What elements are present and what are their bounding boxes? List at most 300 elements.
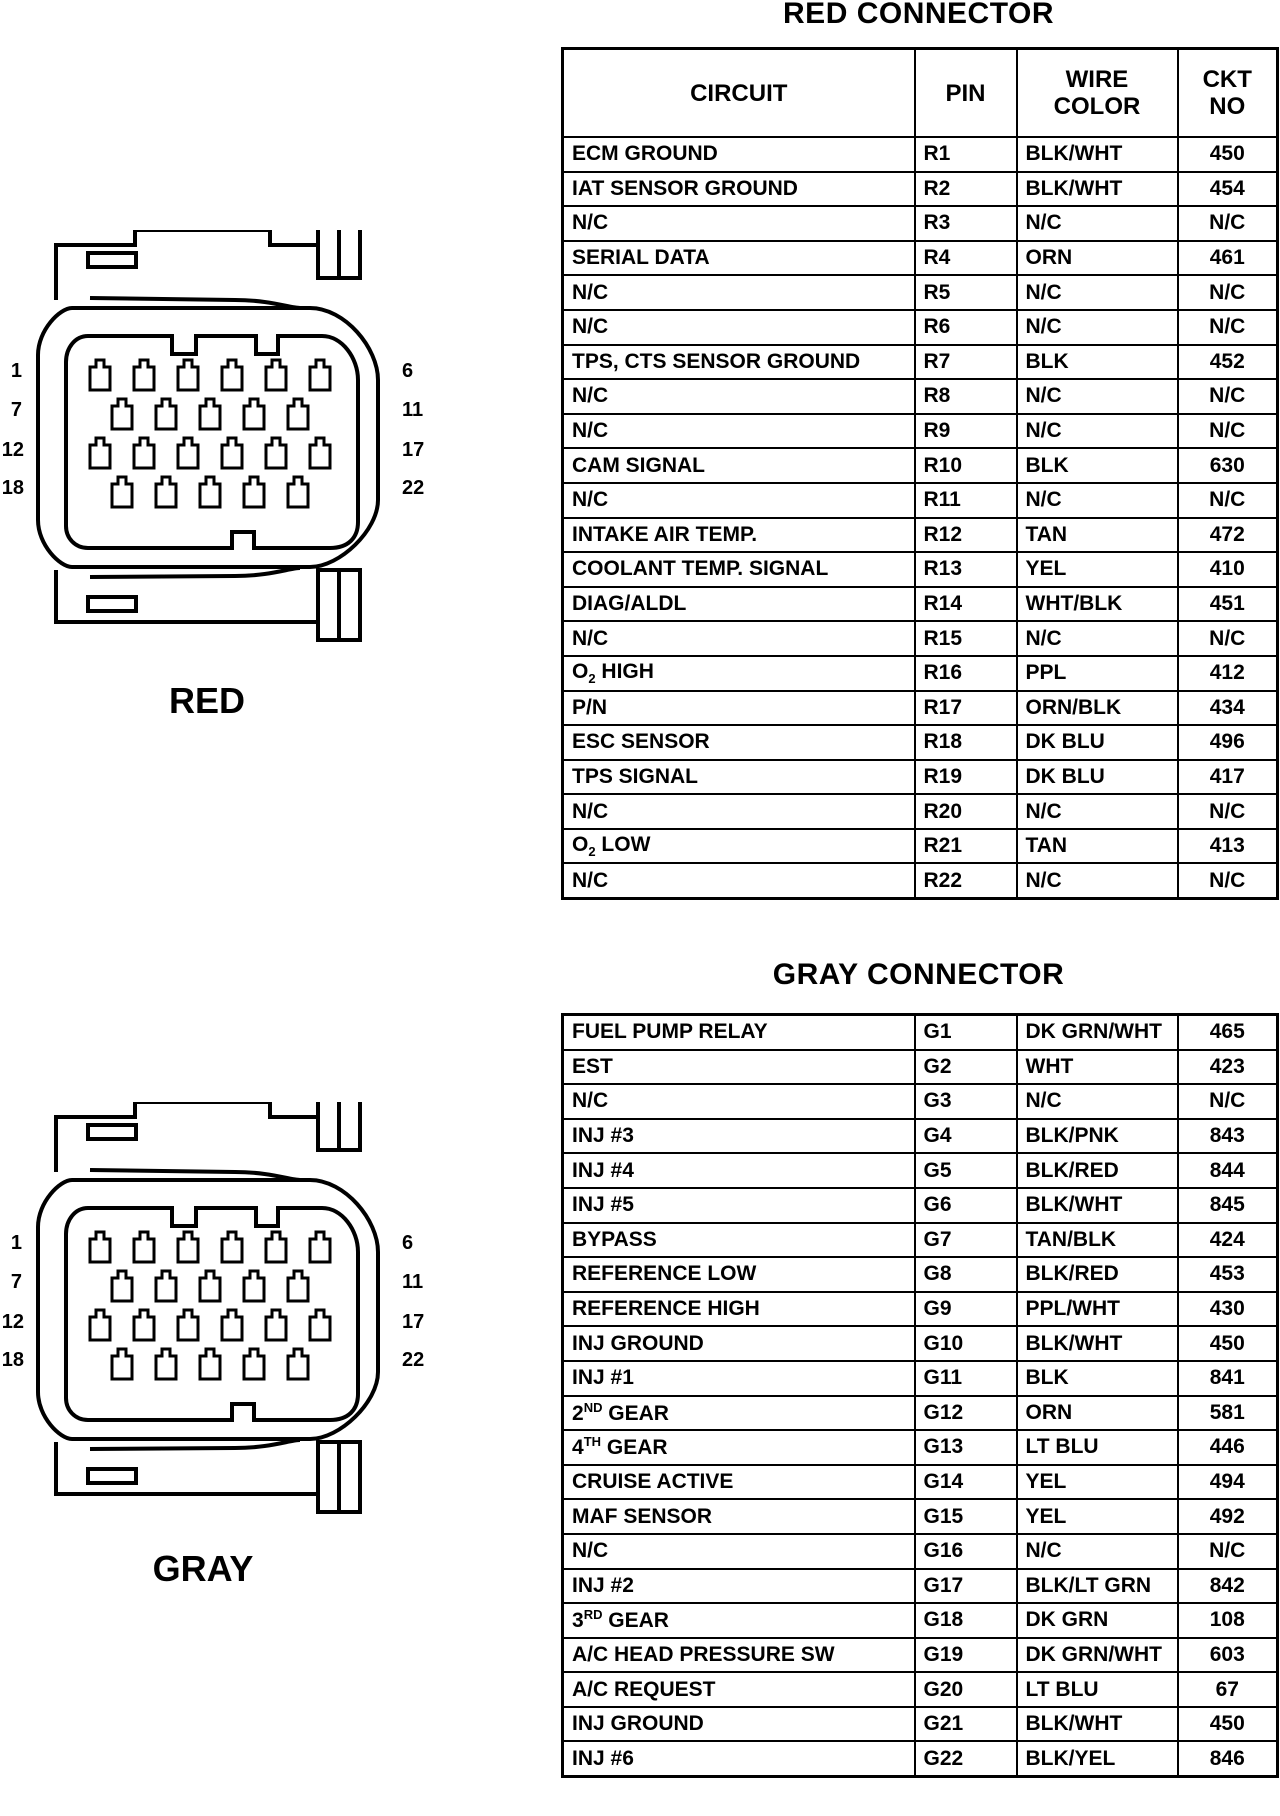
body-outer — [38, 1180, 378, 1439]
pin-cell: G11 — [915, 1361, 1017, 1396]
table-row — [563, 760, 1278, 795]
wire-color-cell: TAN — [1017, 829, 1178, 864]
pin-number-right: 6 — [402, 1232, 414, 1254]
circuit-cell: INJ #2 — [563, 1569, 915, 1604]
table-row — [563, 587, 1278, 622]
pin-socket — [244, 1349, 264, 1379]
pin-socket — [200, 477, 220, 507]
pin-socket — [266, 1232, 286, 1262]
side-rib-top-2 — [339, 1102, 360, 1150]
ckt-no-cell: 108 — [1178, 1603, 1278, 1638]
ckt-no-cell: 446 — [1178, 1430, 1278, 1465]
ckt-no-cell: 472 — [1178, 518, 1278, 553]
table-row — [563, 725, 1278, 760]
circuit-cell: MAF SENSOR — [563, 1499, 915, 1534]
wire-color-cell: DK GRN — [1017, 1603, 1178, 1638]
pin-cell: R21 — [915, 829, 1017, 864]
pin-socket — [288, 477, 308, 507]
wire-color-cell: TAN — [1017, 518, 1178, 553]
table-row — [563, 1603, 1278, 1638]
ckt-no-cell: 630 — [1178, 448, 1278, 483]
pin-cell: G13 — [915, 1430, 1017, 1465]
circuit-cell: IAT SENSOR GROUND — [563, 172, 915, 207]
table-row — [563, 1534, 1278, 1569]
pin-socket — [156, 477, 176, 507]
ckt-no-cell: 417 — [1178, 760, 1278, 795]
ckt-no-cell: N/C — [1178, 379, 1278, 414]
ckt-no-cell: 430 — [1178, 1292, 1278, 1327]
pin-cell: G15 — [915, 1499, 1017, 1534]
wire-color-cell: BLK/YEL — [1017, 1741, 1178, 1776]
circuit-cell: ECM GROUND — [563, 137, 915, 172]
side-rib-top-1 — [318, 230, 339, 278]
wire-color-cell: N/C — [1017, 483, 1178, 518]
circuit-cell: TPS, CTS SENSOR GROUND — [563, 345, 915, 380]
circuit-cell: FUEL PUMP RELAY — [563, 1015, 915, 1050]
circuit-cell: N/C — [563, 275, 915, 310]
table-row — [563, 1361, 1278, 1396]
pin-socket — [310, 1310, 330, 1340]
pin-cell: R2 — [915, 172, 1017, 207]
circuit-cell: N/C — [563, 621, 915, 656]
red-connector-table — [561, 47, 1279, 900]
pin-socket — [112, 1271, 132, 1301]
header-circuit: CIRCUIT — [563, 49, 915, 138]
pin-cell: G9 — [915, 1292, 1017, 1327]
circuit-cell: 3RD GEAR — [563, 1603, 915, 1638]
ckt-no-cell: 842 — [1178, 1569, 1278, 1604]
table-row — [563, 829, 1278, 864]
wire-color-cell: BLK/RED — [1017, 1257, 1178, 1292]
wire-color-cell: ORN/BLK — [1017, 691, 1178, 726]
red-connector-title: RED CONNECTOR — [783, 0, 1054, 30]
pin-cell: R10 — [915, 448, 1017, 483]
circuit-cell: INJ #5 — [563, 1188, 915, 1223]
ckt-no-cell: N/C — [1178, 414, 1278, 449]
circuit-cell: N/C — [563, 1534, 915, 1569]
latch-bottom — [88, 1469, 136, 1483]
pin-socket — [222, 1232, 242, 1262]
pin-socket — [200, 399, 220, 429]
ckt-no-cell: N/C — [1178, 310, 1278, 345]
pin-cell: R11 — [915, 483, 1017, 518]
table-row — [563, 1465, 1278, 1500]
pin-socket — [222, 360, 242, 390]
ckt-no-cell: 451 — [1178, 587, 1278, 622]
pin-number-right: 22 — [402, 477, 425, 499]
table-row — [563, 1119, 1278, 1154]
circuit-cell: A/C HEAD PRESSURE SW — [563, 1638, 915, 1673]
pin-number-left: 12 — [1, 1311, 24, 1333]
circuit-cell: 4TH GEAR — [563, 1430, 915, 1465]
pin-socket — [200, 1349, 220, 1379]
circuit-cell: N/C — [563, 794, 915, 829]
pin-number-left: 18 — [1, 477, 24, 499]
circuit-cell: P/N — [563, 691, 915, 726]
pin-socket — [288, 399, 308, 429]
circuit-cell: INJ GROUND — [563, 1326, 915, 1361]
gray-connector-diagram — [0, 1102, 430, 1542]
side-rib-top-2 — [339, 230, 360, 278]
wire-color-cell: N/C — [1017, 206, 1178, 241]
table-row — [563, 691, 1278, 726]
circuit-cell: INJ GROUND — [563, 1707, 915, 1742]
table-row — [563, 1326, 1278, 1361]
pin-socket — [90, 438, 110, 468]
ckt-no-cell: 450 — [1178, 1326, 1278, 1361]
latch-bottom — [88, 597, 136, 611]
table-row — [563, 1707, 1278, 1742]
pin-number-right: 17 — [402, 439, 425, 461]
table-row — [563, 310, 1278, 345]
pin-socket — [266, 360, 286, 390]
circuit-cell: INJ #6 — [563, 1741, 915, 1776]
ckt-no-cell: N/C — [1178, 483, 1278, 518]
pin-cell: R16 — [915, 656, 1017, 691]
wire-color-cell: BLK/WHT — [1017, 1326, 1178, 1361]
pin-socket — [134, 1232, 154, 1262]
body-bottom-bevel — [90, 568, 300, 577]
pin-cell: G8 — [915, 1257, 1017, 1292]
wire-color-cell: BLK — [1017, 1361, 1178, 1396]
gray-connector-label: GRAY — [152, 1548, 254, 1589]
wire-color-cell: BLK — [1017, 345, 1178, 380]
ckt-no-cell: 843 — [1178, 1119, 1278, 1154]
pin-socket — [288, 1271, 308, 1301]
circuit-cell: $O_2$ HIGH — [563, 656, 915, 691]
ckt-no-cell: 67 — [1178, 1672, 1278, 1707]
wire-color-cell: TAN/BLK — [1017, 1223, 1178, 1258]
pin-cell: R9 — [915, 414, 1017, 449]
table-row — [563, 794, 1278, 829]
gray-connector-title: GRAY CONNECTOR — [772, 958, 1065, 991]
table-row — [563, 379, 1278, 414]
wire-color-cell: DK BLU — [1017, 760, 1178, 795]
ckt-no-cell: 453 — [1178, 1257, 1278, 1292]
wire-color-cell: PPL — [1017, 656, 1178, 691]
table-row — [563, 1050, 1278, 1085]
header-pin: PIN — [915, 49, 1017, 138]
pin-cell: R17 — [915, 691, 1017, 726]
pin-cell: G17 — [915, 1569, 1017, 1604]
wire-color-cell: N/C — [1017, 1084, 1178, 1119]
pin-cell: G22 — [915, 1741, 1017, 1776]
pin-socket — [310, 438, 330, 468]
latch-top — [88, 253, 136, 267]
pin-number-right: 6 — [402, 360, 414, 382]
table-row — [563, 621, 1278, 656]
pin-cell: G10 — [915, 1326, 1017, 1361]
pin-socket — [200, 1271, 220, 1301]
pin-socket — [90, 360, 110, 390]
wire-color-cell: N/C — [1017, 275, 1178, 310]
circuit-cell: N/C — [563, 379, 915, 414]
wire-color-cell: PPL/WHT — [1017, 1292, 1178, 1327]
side-rib-top-1 — [318, 1102, 339, 1150]
red-connector-diagram — [0, 230, 430, 670]
pin-cell: R18 — [915, 725, 1017, 760]
header-wire-color: WIRE COLOR — [1017, 49, 1178, 138]
pin-number-right: 22 — [402, 1349, 425, 1371]
table-row — [563, 1569, 1278, 1604]
wire-color-cell: N/C — [1017, 414, 1178, 449]
pin-cell: G19 — [915, 1638, 1017, 1673]
pin-number-left: 7 — [10, 1271, 22, 1293]
ckt-no-cell: 461 — [1178, 241, 1278, 276]
circuit-cell: CAM SIGNAL — [563, 448, 915, 483]
ckt-no-cell: 845 — [1178, 1188, 1278, 1223]
ckt-no-cell: 412 — [1178, 656, 1278, 691]
table-row — [563, 137, 1278, 172]
pin-socket — [134, 438, 154, 468]
circuit-cell: INTAKE AIR TEMP. — [563, 518, 915, 553]
circuit-cell: A/C REQUEST — [563, 1672, 915, 1707]
table-row — [563, 518, 1278, 553]
table-row — [563, 1223, 1278, 1258]
circuit-cell: 2ND GEAR — [563, 1396, 915, 1431]
ckt-no-cell: 450 — [1178, 1707, 1278, 1742]
ckt-no-cell: 494 — [1178, 1465, 1278, 1500]
table-row — [563, 414, 1278, 449]
wire-color-cell: LT BLU — [1017, 1672, 1178, 1707]
table-row — [563, 1396, 1278, 1431]
table-row — [563, 1292, 1278, 1327]
wire-color-cell: N/C — [1017, 621, 1178, 656]
pin-number-left: 1 — [10, 360, 22, 382]
pin-socket — [178, 1310, 198, 1340]
circuit-cell: TPS SIGNAL — [563, 760, 915, 795]
ckt-no-cell: 841 — [1178, 1361, 1278, 1396]
pin-socket — [266, 1310, 286, 1340]
pin-socket — [244, 477, 264, 507]
ckt-no-cell: 424 — [1178, 1223, 1278, 1258]
body-outer — [38, 308, 378, 567]
table-row — [563, 483, 1278, 518]
ckt-no-cell: 410 — [1178, 552, 1278, 587]
table-row — [563, 1084, 1278, 1119]
pin-cell: R20 — [915, 794, 1017, 829]
table-row — [563, 1672, 1278, 1707]
circuit-cell: INJ #4 — [563, 1153, 915, 1188]
table-row — [563, 275, 1278, 310]
ckt-no-cell: 492 — [1178, 1499, 1278, 1534]
pin-cell: R4 — [915, 241, 1017, 276]
circuit-cell: N/C — [563, 206, 915, 241]
ckt-no-cell: N/C — [1178, 794, 1278, 829]
circuit-cell: REFERENCE HIGH — [563, 1292, 915, 1327]
ckt-no-cell: N/C — [1178, 206, 1278, 241]
table-row — [563, 1741, 1278, 1776]
pin-cell: R19 — [915, 760, 1017, 795]
wire-color-cell: BLK/WHT — [1017, 172, 1178, 207]
pin-socket — [134, 360, 154, 390]
ckt-no-cell: N/C — [1178, 621, 1278, 656]
pin-number-left: 12 — [1, 439, 24, 461]
pin-socket — [134, 1310, 154, 1340]
circuit-cell: BYPASS — [563, 1223, 915, 1258]
pin-cell: R22 — [915, 863, 1017, 898]
wire-color-cell: YEL — [1017, 1465, 1178, 1500]
circuit-cell: ESC SENSOR — [563, 725, 915, 760]
table-row — [563, 1015, 1278, 1050]
ckt-no-cell: N/C — [1178, 863, 1278, 898]
wire-color-cell: N/C — [1017, 794, 1178, 829]
wire-color-cell: BLK/WHT — [1017, 1707, 1178, 1742]
wire-color-cell: N/C — [1017, 1534, 1178, 1569]
pin-socket — [222, 1310, 242, 1340]
pin-number-left: 7 — [10, 399, 22, 421]
pin-number-left: 18 — [1, 1349, 24, 1371]
ckt-no-cell: N/C — [1178, 1534, 1278, 1569]
pin-cell: R3 — [915, 206, 1017, 241]
wire-color-cell: BLK/WHT — [1017, 137, 1178, 172]
ckt-no-cell: 603 — [1178, 1638, 1278, 1673]
wire-color-cell: BLK/LT GRN — [1017, 1569, 1178, 1604]
table-row — [563, 241, 1278, 276]
ckt-no-cell: 413 — [1178, 829, 1278, 864]
gray-connector-outline — [2, 1102, 425, 1512]
circuit-cell: INJ #3 — [563, 1119, 915, 1154]
circuit-cell: N/C — [563, 414, 915, 449]
table-row — [563, 1430, 1278, 1465]
pin-number-right: 11 — [402, 399, 424, 421]
circuit-cell: N/C — [563, 483, 915, 518]
wire-color-cell: N/C — [1017, 379, 1178, 414]
table-row — [563, 448, 1278, 483]
gray-connector-table — [561, 1013, 1279, 1778]
ckt-no-cell: 581 — [1178, 1396, 1278, 1431]
ckt-no-cell: 450 — [1178, 137, 1278, 172]
pin-cell: G2 — [915, 1050, 1017, 1085]
pin-socket — [244, 1271, 264, 1301]
wire-color-cell: BLK/RED — [1017, 1153, 1178, 1188]
pin-socket — [156, 399, 176, 429]
table-row — [563, 863, 1278, 898]
table-row — [563, 552, 1278, 587]
pin-socket — [112, 399, 132, 429]
wire-color-cell: YEL — [1017, 552, 1178, 587]
ckt-no-cell: 496 — [1178, 725, 1278, 760]
side-rib-bottom-1 — [318, 570, 339, 640]
pin-socket — [178, 360, 198, 390]
ckt-no-cell: N/C — [1178, 1084, 1278, 1119]
circuit-cell: CRUISE ACTIVE — [563, 1465, 915, 1500]
pin-cell: R14 — [915, 587, 1017, 622]
pin-cell: R8 — [915, 379, 1017, 414]
ckt-no-cell: 423 — [1178, 1050, 1278, 1085]
wire-color-cell: BLK — [1017, 448, 1178, 483]
table-row — [563, 345, 1278, 380]
pin-cell: G4 — [915, 1119, 1017, 1154]
wire-color-cell: BLK/PNK — [1017, 1119, 1178, 1154]
pin-cell: G6 — [915, 1188, 1017, 1223]
pin-cell: G18 — [915, 1603, 1017, 1638]
wire-color-cell: WHT — [1017, 1050, 1178, 1085]
pin-socket — [310, 360, 330, 390]
ckt-no-cell: N/C — [1178, 275, 1278, 310]
pin-socket — [178, 438, 198, 468]
table-row — [563, 1638, 1278, 1673]
red-connector-label: RED — [168, 680, 245, 721]
wire-color-cell: N/C — [1017, 863, 1178, 898]
pin-cell: G7 — [915, 1223, 1017, 1258]
table-row — [563, 1188, 1278, 1223]
wire-color-cell: DK BLU — [1017, 725, 1178, 760]
pin-socket — [288, 1349, 308, 1379]
wire-color-cell: YEL — [1017, 1499, 1178, 1534]
ckt-no-cell: 454 — [1178, 172, 1278, 207]
pin-socket — [222, 438, 242, 468]
circuit-cell: SERIAL DATA — [563, 241, 915, 276]
table-row — [563, 656, 1278, 691]
ckt-no-cell: 465 — [1178, 1015, 1278, 1050]
circuit-cell: COOLANT TEMP. SIGNAL — [563, 552, 915, 587]
ckt-no-cell: 844 — [1178, 1153, 1278, 1188]
pin-cell: G3 — [915, 1084, 1017, 1119]
pin-cell: G5 — [915, 1153, 1017, 1188]
wire-color-cell: N/C — [1017, 310, 1178, 345]
pin-cell: G14 — [915, 1465, 1017, 1500]
pin-socket — [112, 1349, 132, 1379]
ckt-no-cell: 452 — [1178, 345, 1278, 380]
wire-color-cell: LT BLU — [1017, 1430, 1178, 1465]
body-bottom-bevel — [90, 1440, 300, 1449]
pin-socket — [266, 438, 286, 468]
circuit-cell: N/C — [563, 310, 915, 345]
latch-top — [88, 1125, 136, 1139]
table-row — [563, 206, 1278, 241]
pin-cell: G16 — [915, 1534, 1017, 1569]
pin-cell: R7 — [915, 345, 1017, 380]
circuit-cell: N/C — [563, 1084, 915, 1119]
side-rib-bottom-2 — [339, 570, 360, 640]
circuit-cell: DIAG/ALDL — [563, 587, 915, 622]
pin-socket — [310, 1232, 330, 1262]
pin-cell: R5 — [915, 275, 1017, 310]
pin-cell: G20 — [915, 1672, 1017, 1707]
ckt-no-cell: 846 — [1178, 1741, 1278, 1776]
table-row — [563, 172, 1278, 207]
pin-number-right: 17 — [402, 1311, 425, 1333]
table-row — [563, 1499, 1278, 1534]
pin-cell: R6 — [915, 310, 1017, 345]
circuit-cell: EST — [563, 1050, 915, 1085]
wire-color-cell: ORN — [1017, 241, 1178, 276]
pin-socket — [90, 1232, 110, 1262]
pin-socket — [244, 399, 264, 429]
wire-color-cell: WHT/BLK — [1017, 587, 1178, 622]
circuit-cell: N/C — [563, 863, 915, 898]
pin-socket — [156, 1271, 176, 1301]
pin-socket — [90, 1310, 110, 1340]
pin-cell: R13 — [915, 552, 1017, 587]
header-ckt-no: CKT NO — [1178, 49, 1278, 138]
pin-number-right: 11 — [402, 1271, 424, 1293]
circuit-cell: INJ #1 — [563, 1361, 915, 1396]
circuit-cell: $O_2$ LOW — [563, 829, 915, 864]
circuit-cell: REFERENCE LOW — [563, 1257, 915, 1292]
wire-color-cell: DK GRN/WHT — [1017, 1015, 1178, 1050]
ckt-no-cell: 434 — [1178, 691, 1278, 726]
wire-color-cell: DK GRN/WHT — [1017, 1638, 1178, 1673]
pin-cell: R1 — [915, 137, 1017, 172]
pin-cell: R12 — [915, 518, 1017, 553]
table-row — [563, 1257, 1278, 1292]
pin-socket — [156, 1349, 176, 1379]
pin-cell: G12 — [915, 1396, 1017, 1431]
wire-color-cell: ORN — [1017, 1396, 1178, 1431]
wire-color-cell: BLK/WHT — [1017, 1188, 1178, 1223]
